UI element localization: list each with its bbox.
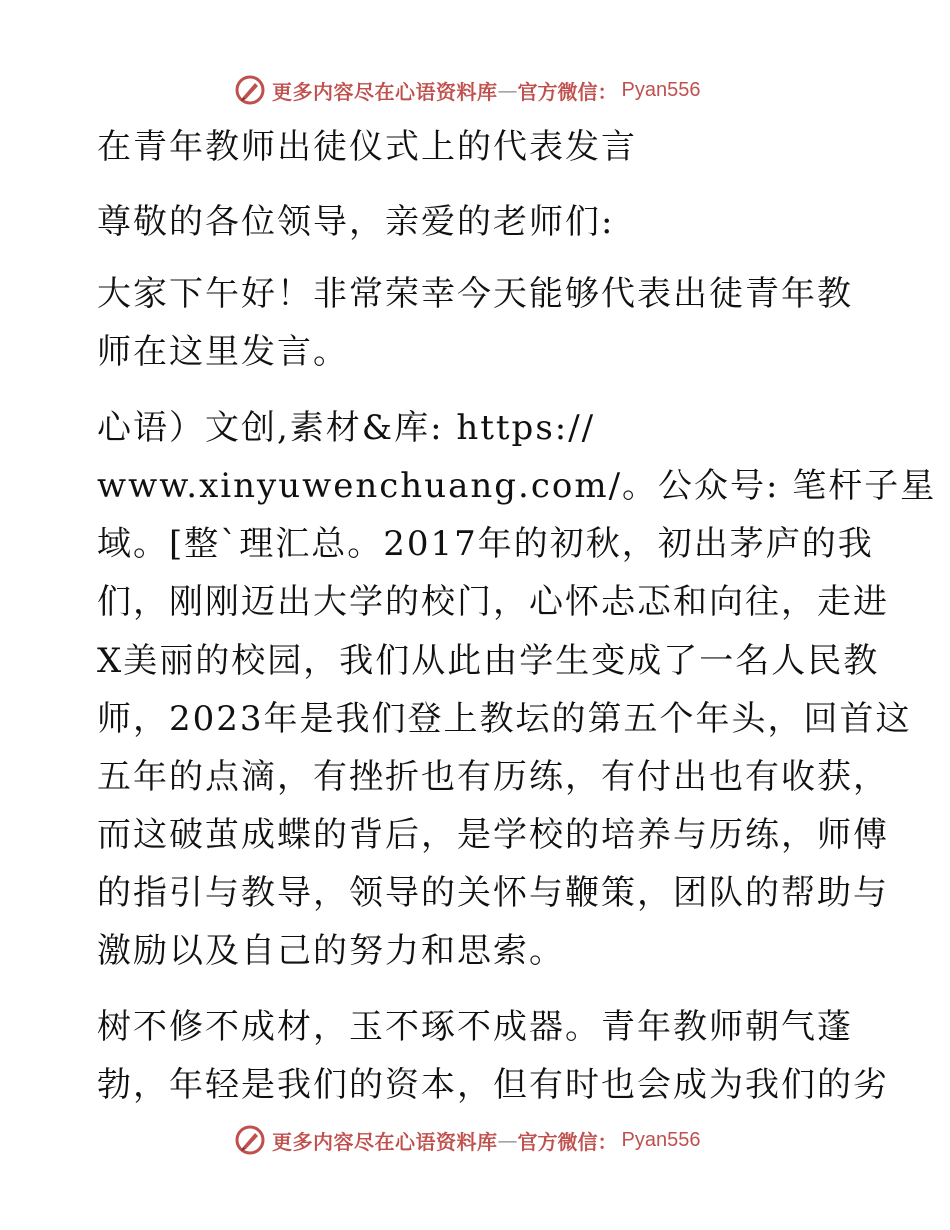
body-line: 师，2023年是我们登上教坛的第五个年头，回首这 xyxy=(97,699,912,739)
banner-dash: — xyxy=(497,78,518,102)
body-line: 的指引与教导，领导的关怀与鞭策，团队的帮助与 xyxy=(97,873,889,913)
body-line: www.xinyuwenchuang.com/。公众号: 笔杆子星 xyxy=(97,466,937,506)
document-title: 在青年教师出徒仪式上的代表发言 xyxy=(97,127,637,167)
footer-banner[interactable] xyxy=(234,1123,700,1157)
banner-wechat-label: 官方微信： xyxy=(517,1129,618,1154)
body-line: X美丽的校园，我们从此由学生变成了一名人民教 xyxy=(97,641,880,681)
body-line: 域。[整`理汇总。2017年的初秋，初出茅庐的我 xyxy=(97,524,874,564)
body-line: 勃，年轻是我们的资本，但有时也会成为我们的劣 xyxy=(97,1065,889,1105)
body-line: 而这破茧成蝶的背后，是学校的培养与历练，师傅 xyxy=(97,815,889,855)
body-line: 五年的点滴，有挫折也有历练，有付出也有收获， xyxy=(97,757,889,797)
salutation: 尊敬的各位领导，亲爱的老师们: xyxy=(97,202,615,242)
body-line: 激励以及自己的努力和思索。 xyxy=(97,931,565,971)
body-line: 们，刚刚迈出大学的校门，心怀忐忑和向往，走进 xyxy=(97,582,889,622)
header-banner[interactable] xyxy=(234,73,700,107)
banner-title: 更多内容尽在心语资料库 xyxy=(272,1129,498,1154)
body-line: 心语）文创,素材&库: https:// xyxy=(97,408,596,448)
pen-logo-icon xyxy=(234,1124,266,1156)
banner-wechat-label: 官方微信： xyxy=(517,79,618,104)
body-line: 树不修不成材，玉不琢不成器。青年教师朝气蓬 xyxy=(97,1007,853,1047)
banner-title: 更多内容尽在心语资料库 xyxy=(272,79,498,104)
banner-wechat-id: Pyan556 xyxy=(621,1128,701,1151)
pen-logo-icon xyxy=(234,74,266,106)
body-line: 师在这里发言。 xyxy=(97,332,349,372)
banner-wechat-id: Pyan556 xyxy=(621,78,701,101)
body-line: 大家下午好！非常荣幸今天能够代表出徒青年教 xyxy=(97,274,853,314)
banner-dash: — xyxy=(497,1128,518,1152)
